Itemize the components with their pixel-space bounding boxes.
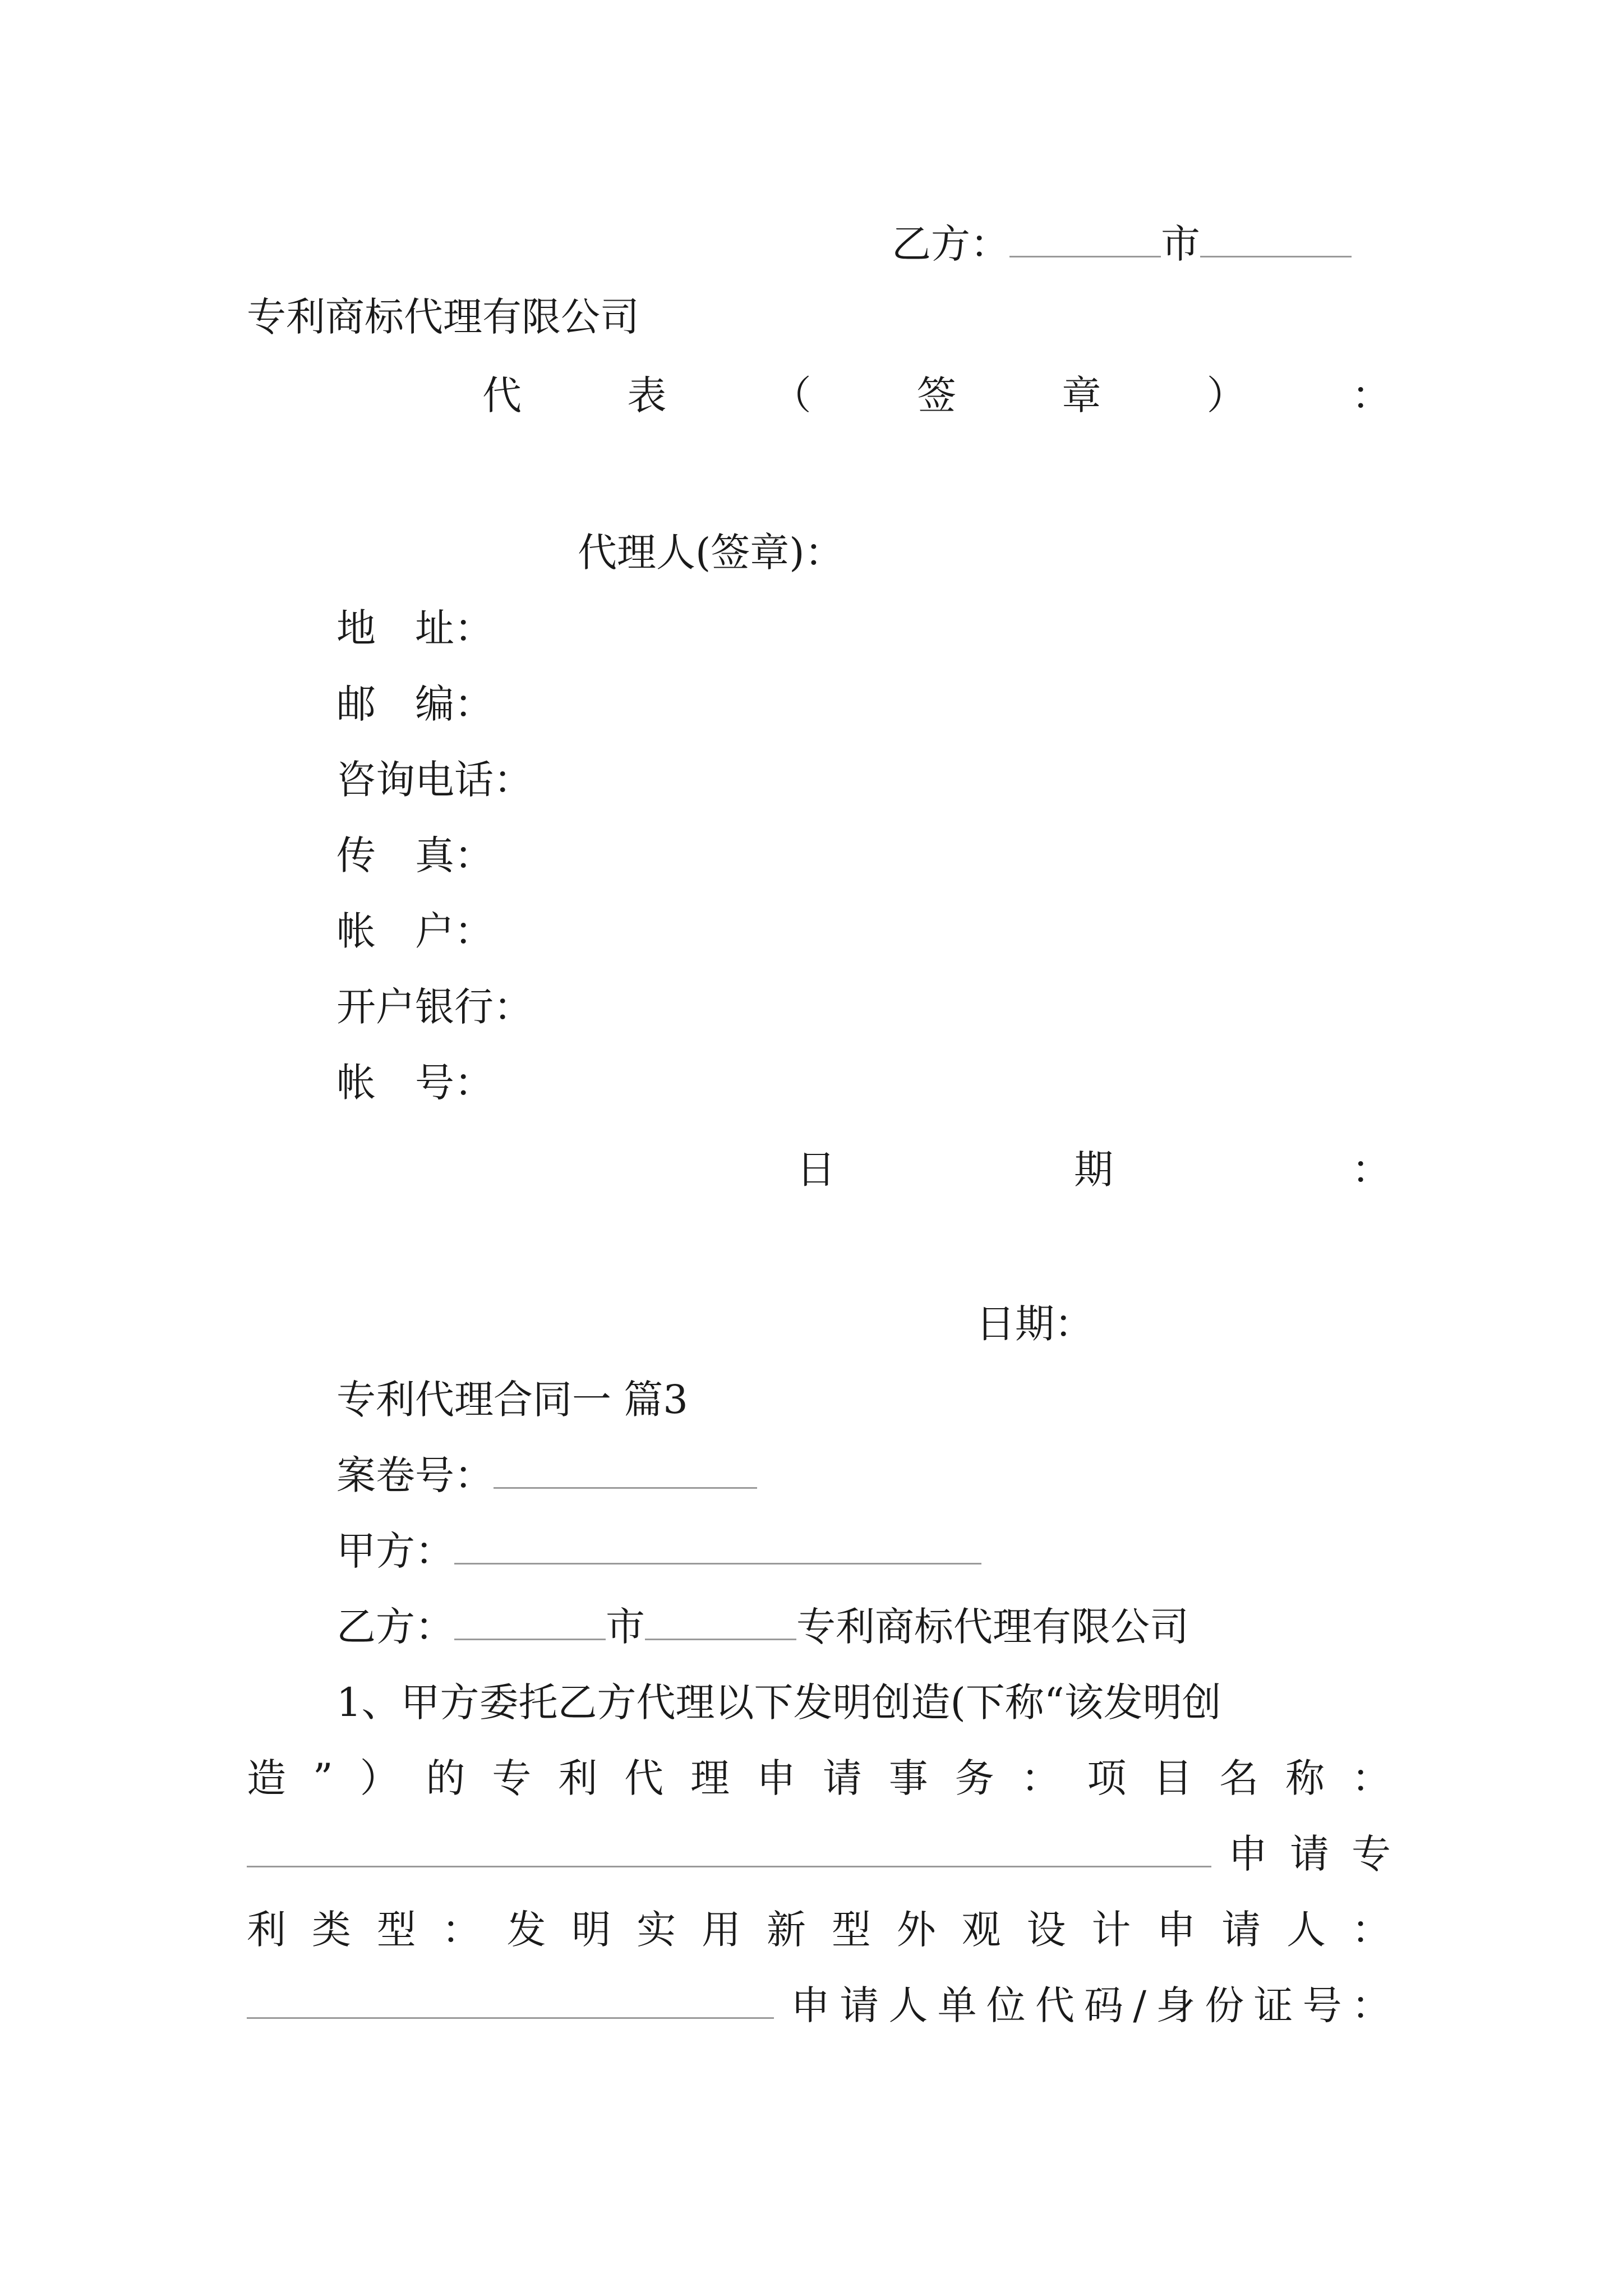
text-char: 造 bbox=[247, 1755, 286, 1801]
clause1-line3 bbox=[247, 1829, 1391, 1879]
date-char: ： bbox=[1352, 1147, 1391, 1193]
date-spread-line bbox=[796, 1144, 1391, 1195]
text-char: 位 bbox=[986, 1982, 1026, 2028]
text-char: 务 bbox=[955, 1755, 994, 1801]
text-char: ： bbox=[441, 1907, 481, 1953]
company-name-blank[interactable] bbox=[1200, 223, 1352, 257]
text-char: 身 bbox=[1156, 1982, 1196, 2028]
case-number-line bbox=[336, 1450, 757, 1501]
text-char: 请 bbox=[822, 1755, 862, 1801]
party-b-header bbox=[892, 219, 1352, 269]
text-char: 人 bbox=[1287, 1907, 1326, 1953]
text-char: / bbox=[1133, 1982, 1146, 2028]
text-char: 申 bbox=[1228, 1831, 1267, 1877]
agent-signature-line: 代理人(签章)： bbox=[578, 530, 844, 576]
text-char: 份 bbox=[1205, 1982, 1244, 2028]
rep-char: （ bbox=[772, 372, 811, 418]
text-char: ： bbox=[1351, 1755, 1391, 1801]
date-char: 期 bbox=[1074, 1147, 1113, 1193]
text-char: 利 bbox=[558, 1755, 598, 1801]
rep-char: 代 bbox=[482, 372, 522, 418]
text-char: 理 bbox=[690, 1755, 730, 1801]
apply-patent-text bbox=[1211, 1829, 1391, 1879]
text-char: 利 bbox=[247, 1907, 286, 1953]
text-char: 外 bbox=[896, 1907, 936, 1953]
party-b-city-blank[interactable] bbox=[454, 1606, 606, 1640]
text-char: 类 bbox=[311, 1907, 351, 1953]
text-char: 观 bbox=[961, 1907, 1001, 1953]
text-char: 申 bbox=[756, 1755, 796, 1801]
project-name-blank[interactable] bbox=[247, 1833, 1211, 1867]
text-char: 计 bbox=[1091, 1907, 1131, 1953]
text-char: 用 bbox=[702, 1907, 741, 1953]
text-char: 号 bbox=[1302, 1982, 1342, 2028]
party-b-line bbox=[336, 1602, 1189, 1652]
text-char: 名 bbox=[1219, 1755, 1259, 1801]
party-b-header-city: 市 bbox=[1161, 221, 1200, 267]
bank-label: 开户银行： bbox=[336, 984, 533, 1030]
text-char: 设 bbox=[1026, 1907, 1066, 1953]
address-label: 地 址： bbox=[336, 605, 494, 651]
applicant-blank[interactable] bbox=[247, 1985, 774, 2019]
text-char: 请 bbox=[1221, 1907, 1261, 1953]
rep-char: 签 bbox=[916, 372, 956, 418]
text-char: ： bbox=[1021, 1755, 1061, 1801]
party-b-city: 市 bbox=[606, 1604, 645, 1650]
party-b-company-blank[interactable] bbox=[645, 1606, 796, 1640]
text-char: ： bbox=[1351, 1982, 1391, 2028]
case-number-blank[interactable] bbox=[494, 1455, 757, 1489]
clause1-line1: 1、甲方委托乙方代理以下发明创造(下称“该发明创 bbox=[336, 1680, 1221, 1726]
rep-char: ： bbox=[1351, 372, 1391, 418]
city-blank[interactable] bbox=[1009, 223, 1161, 257]
text-char: 申 bbox=[1156, 1907, 1196, 1953]
rep-char: ） bbox=[1206, 372, 1246, 418]
party-a-line bbox=[336, 1526, 981, 1576]
rep-char: 章 bbox=[1062, 372, 1101, 418]
account-no-label: 帐 号： bbox=[336, 1060, 494, 1106]
phone-label: 咨询电话： bbox=[336, 757, 533, 803]
clause1-line2 bbox=[247, 1753, 1391, 1803]
party-b-company: 专利商标代理有限公司 bbox=[796, 1604, 1189, 1650]
postcode-label: 邮 编： bbox=[336, 681, 494, 727]
date-char: 日 bbox=[796, 1147, 836, 1193]
text-char: 代 bbox=[624, 1755, 664, 1801]
representative-signature-line bbox=[482, 370, 1391, 421]
text-char: 的 bbox=[426, 1755, 465, 1801]
text-char: 专 bbox=[1352, 1831, 1391, 1877]
text-char: 事 bbox=[888, 1755, 928, 1801]
clause1-line4 bbox=[247, 1904, 1391, 1955]
date-label: 日期： bbox=[976, 1301, 1094, 1347]
text-char: 单 bbox=[937, 1982, 977, 2028]
text-char: 项 bbox=[1087, 1755, 1127, 1801]
fax-label: 传 真： bbox=[336, 832, 494, 878]
text-char: 证 bbox=[1253, 1982, 1293, 2028]
text-char: ） bbox=[359, 1755, 399, 1801]
text-char: 请 bbox=[840, 1982, 879, 2028]
case-number-label: 案卷号： bbox=[336, 1452, 494, 1498]
text-char: ” bbox=[312, 1755, 333, 1801]
text-char: 申 bbox=[791, 1982, 830, 2028]
text-char: 人 bbox=[888, 1982, 928, 2028]
text-char: ： bbox=[1351, 1907, 1391, 1953]
text-char: 型 bbox=[376, 1907, 416, 1953]
text-char: 专 bbox=[492, 1755, 532, 1801]
text-char: 码 bbox=[1084, 1982, 1124, 2028]
text-char: 新 bbox=[767, 1907, 806, 1953]
account-name-label: 帐 户： bbox=[336, 908, 494, 954]
text-char: 请 bbox=[1290, 1831, 1329, 1877]
text-char: 发 bbox=[506, 1907, 546, 1953]
text-char: 明 bbox=[571, 1907, 611, 1953]
party-a-blank[interactable] bbox=[454, 1530, 981, 1565]
text-char: 实 bbox=[637, 1907, 676, 1953]
text-char: 型 bbox=[831, 1907, 871, 1953]
party-b-header-company: 专利商标代理有限公司 bbox=[247, 294, 639, 340]
text-char: 称 bbox=[1285, 1755, 1325, 1801]
rep-char: 表 bbox=[627, 372, 667, 418]
clause1-line5 bbox=[247, 1980, 1391, 2031]
text-char: 目 bbox=[1153, 1755, 1193, 1801]
party-a-label: 甲方： bbox=[336, 1528, 454, 1574]
text-char: 代 bbox=[1035, 1982, 1075, 2028]
section-title: 专利代理合同一 篇3 bbox=[336, 1377, 688, 1423]
party-b-label: 乙方： bbox=[336, 1604, 454, 1650]
party-b-header-label: 乙方： bbox=[892, 221, 1009, 267]
applicant-id-text bbox=[774, 1980, 1391, 2031]
